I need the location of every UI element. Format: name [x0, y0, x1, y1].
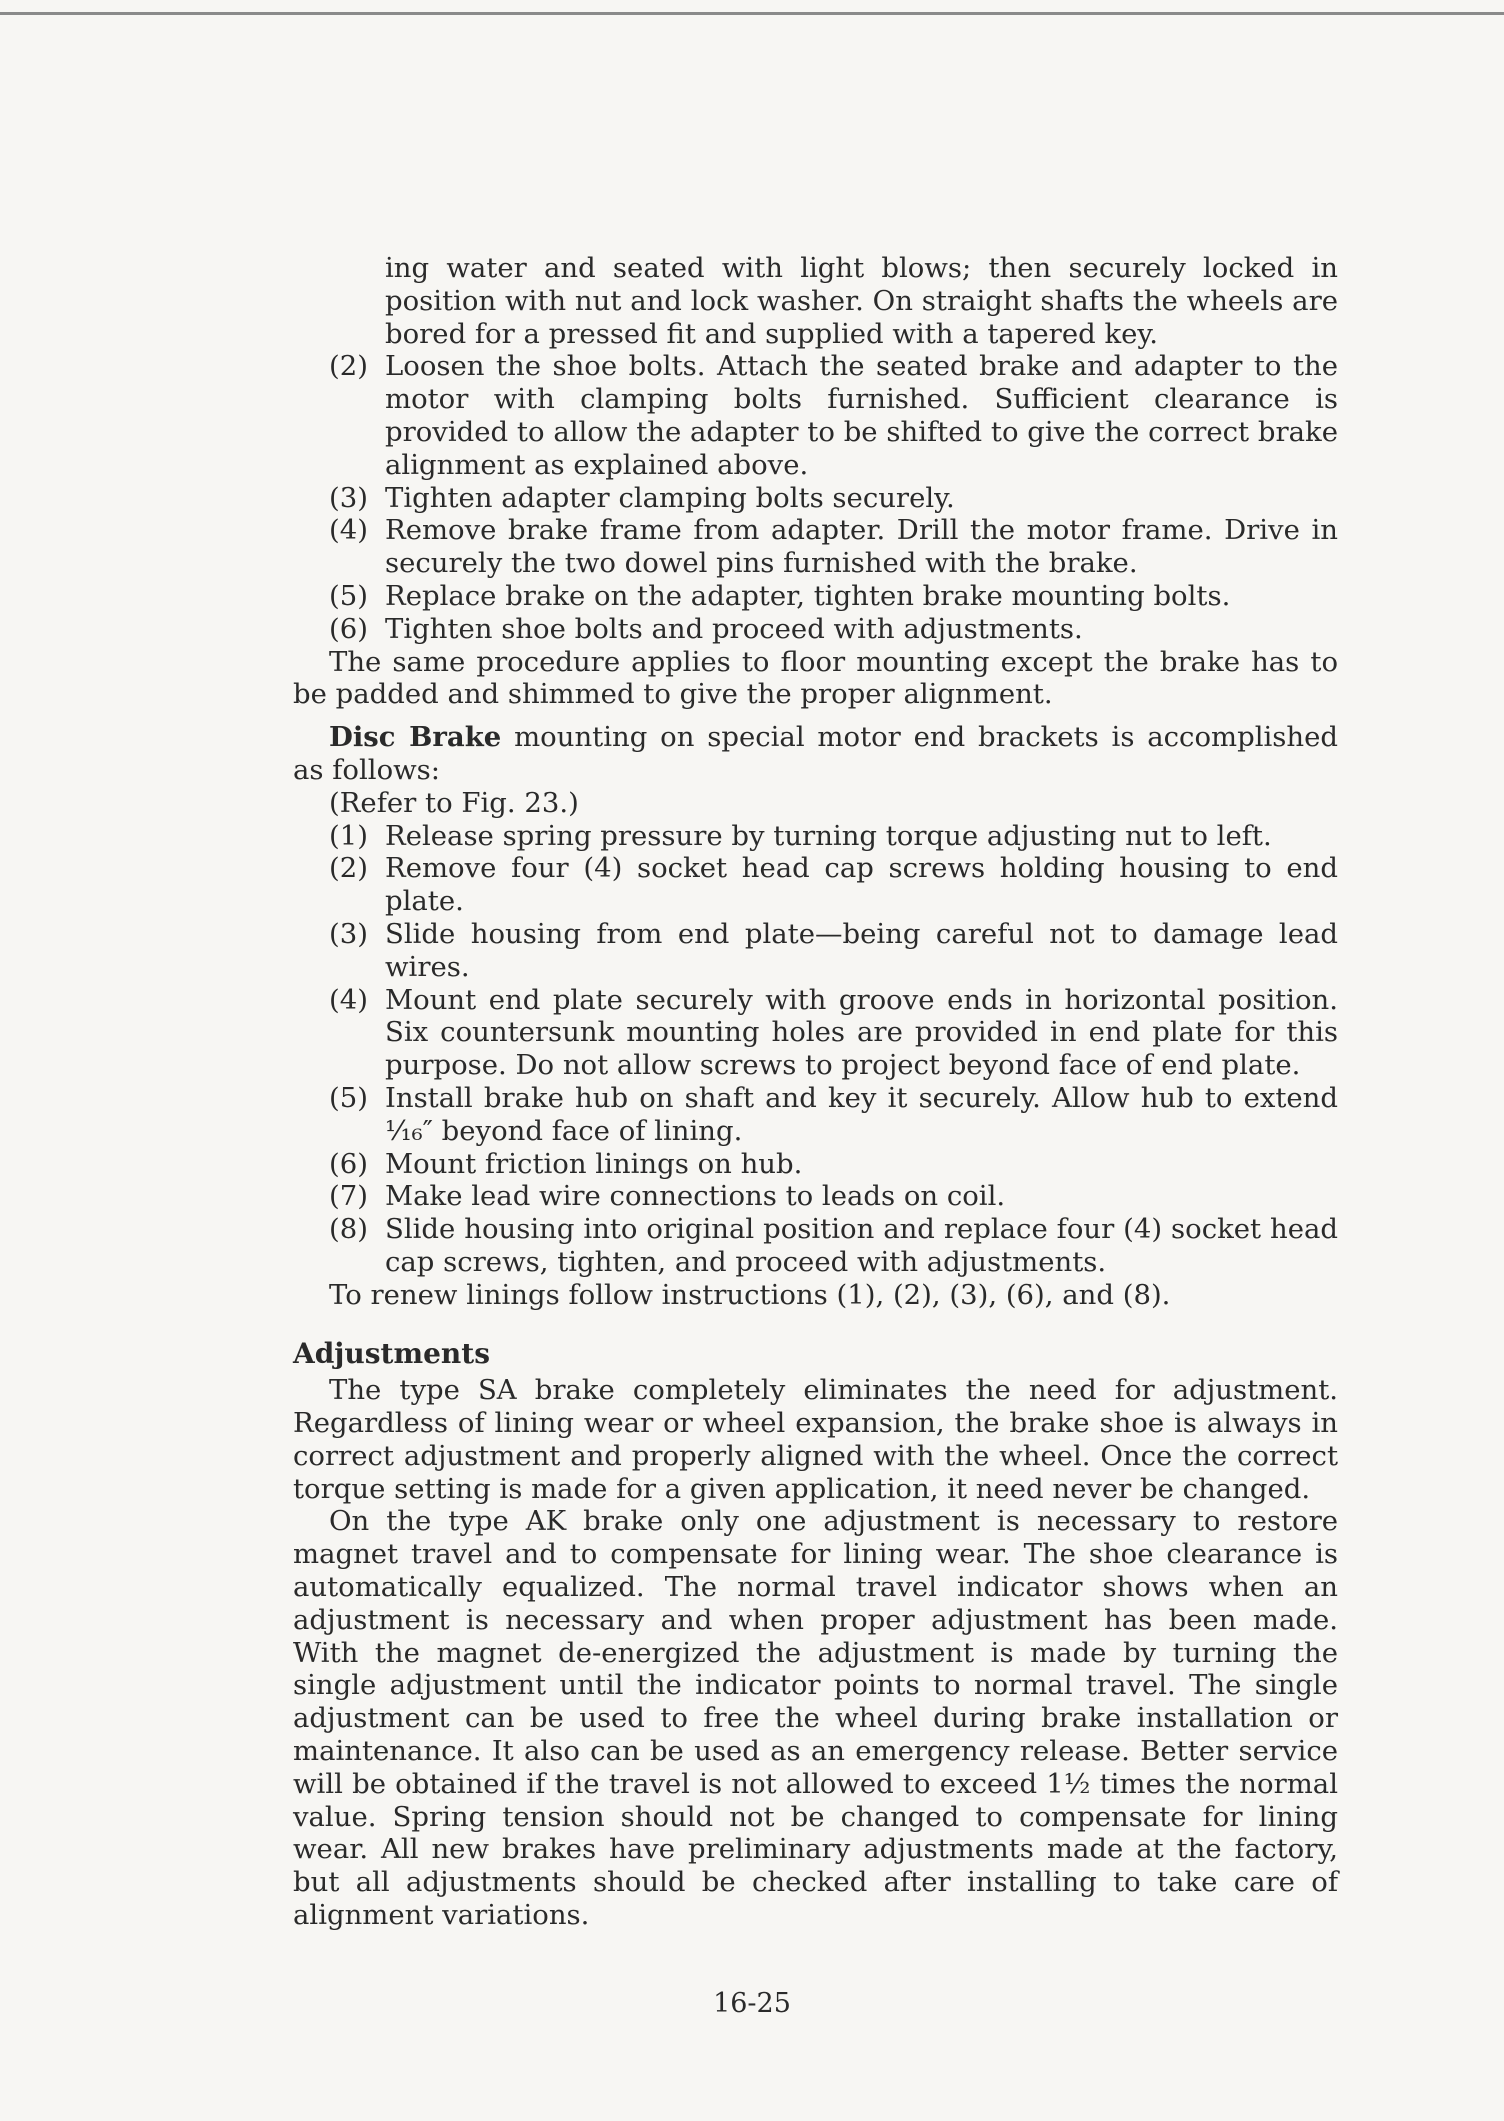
step-number: (7) [329, 1180, 368, 1213]
step-number: (8) [329, 1213, 368, 1246]
list-item [293, 820, 1338, 853]
step-text: Slide housing into original position and replace four (4) socket head cap screws, tighten, and proceed with adjustments. [385, 1213, 1338, 1278]
list-item [293, 514, 1338, 580]
list-item [293, 1148, 1338, 1181]
step-text: Remove four (4) socket head cap screws holding housing to end plate. [385, 852, 1338, 918]
top-edge-rule [0, 12, 1504, 15]
adjustments-paragraph-sa: The type SA brake completely eliminates the need for adjustment. Regardless of lining wear or wheel expansion, the brake shoe is always in correct adjustment and properly aligned with the wheel. Once the correct torque setting is made for a given application, it need never be changed. [293, 1374, 1338, 1505]
step-number: (2) [329, 852, 368, 885]
step-text: Make lead wire connections to leads on coil. [385, 1180, 1006, 1213]
adapter-steps-list [293, 350, 1338, 645]
step-text: Replace brake on the adapter, tighten brake mounting bolts. [385, 579, 1231, 612]
step-number: (6) [329, 1147, 368, 1180]
step-text: Slide housing from end plate—being careful not to damage lead wires. [385, 917, 1338, 983]
step-text: Remove brake frame from adapter. Drill the motor frame. Drive in securely the two dowel pins furnished with the brake. [385, 514, 1338, 580]
step-number: (4) [329, 514, 368, 547]
step-number: (3) [329, 481, 368, 514]
step-number: (2) [329, 350, 368, 383]
disc-brake-paragraph [293, 721, 1338, 787]
disc-brake-lead: Disc Brake [329, 721, 502, 754]
list-item [293, 852, 1338, 918]
page-number: 16-25 [713, 1988, 791, 2019]
adjustments-heading: Adjustments [293, 1336, 490, 1370]
list-item [293, 613, 1338, 646]
figure-reference: (Refer to Fig. 23.) [329, 786, 579, 819]
step-number: (5) [329, 579, 368, 612]
list-item [293, 984, 1338, 1082]
step-number: (3) [329, 917, 368, 950]
step-text: Loosen the shoe bolts. Attach the seated brake and adapter to the motor with clamping bolts furnished. Sufficient clearance is provided to allow the adapter to be shifted to give the correct brake alignment as explained above. [385, 350, 1338, 481]
list-item [293, 350, 1338, 481]
floor-mounting-paragraph: The same procedure applies to floor mounting except the brake has to be padded and shimmed to give the proper alignment. [293, 645, 1338, 711]
list-item [293, 918, 1338, 984]
renew-linings-note: To renew linings follow instructions (1), (2), (3), (6), and (8). [329, 1278, 1171, 1311]
document-page [293, 252, 1338, 1932]
list-item [293, 1180, 1338, 1213]
step-text: Mount friction linings on hub. [385, 1147, 803, 1180]
list-item [293, 482, 1338, 515]
disc-brake-steps-list [293, 820, 1338, 1279]
step-text: Install brake hub on shaft and key it securely. Allow hub to extend ⅟₁₆″ beyond face of lining. [385, 1081, 1338, 1147]
continuation-paragraph: ing water and seated with light blows; then securely locked in position with nut and lock washer. On straight shafts the wheels are bored for a pressed fit and supplied with a tapered key. [385, 252, 1338, 350]
list-item [293, 1082, 1338, 1148]
step-text: Tighten shoe bolts and proceed with adjustments. [385, 612, 1083, 645]
step-number: (1) [329, 819, 368, 852]
step-number: (4) [329, 983, 368, 1016]
step-number: (5) [329, 1081, 368, 1114]
list-item [293, 1213, 1338, 1279]
list-item [293, 580, 1338, 613]
step-number: (6) [329, 612, 368, 645]
step-text: Tighten adapter clamping bolts securely. [385, 481, 955, 514]
adjustments-paragraph-ak: On the type AK brake only one adjustment is necessary to restore magnet travel and to compensate for lining wear. The shoe clearance is automatically equalized. The normal travel indicator shows when an adjustment is necessary and when proper adjustment has been made. With the magnet de-energized the adjustment is made by turning the single adjustment until the indicator points to normal travel. The single adjustment can be used to free the wheel during brake installation or maintenance. It also can be used as an emergency release. Better service will be obtained if the travel is not allowed to exceed 1½ times the normal value. Spring tension should not be changed to compensate for lining wear. All new brakes have preliminary adjustments made at the factory, but all adjustments should be checked after installing to take care of alignment variations. [293, 1505, 1338, 1932]
disc-brake-text: mounting on special motor end brackets is accomplished as follows: [293, 721, 1338, 786]
step-text: Mount end plate securely with groove ends in horizontal position. Six countersunk mounting holes are provided in end plate for this purpose. Do not allow screws to project beyond face of end plate. [385, 983, 1338, 1082]
step-text: Release spring pressure by turning torque adjusting nut to left. [385, 819, 1272, 852]
